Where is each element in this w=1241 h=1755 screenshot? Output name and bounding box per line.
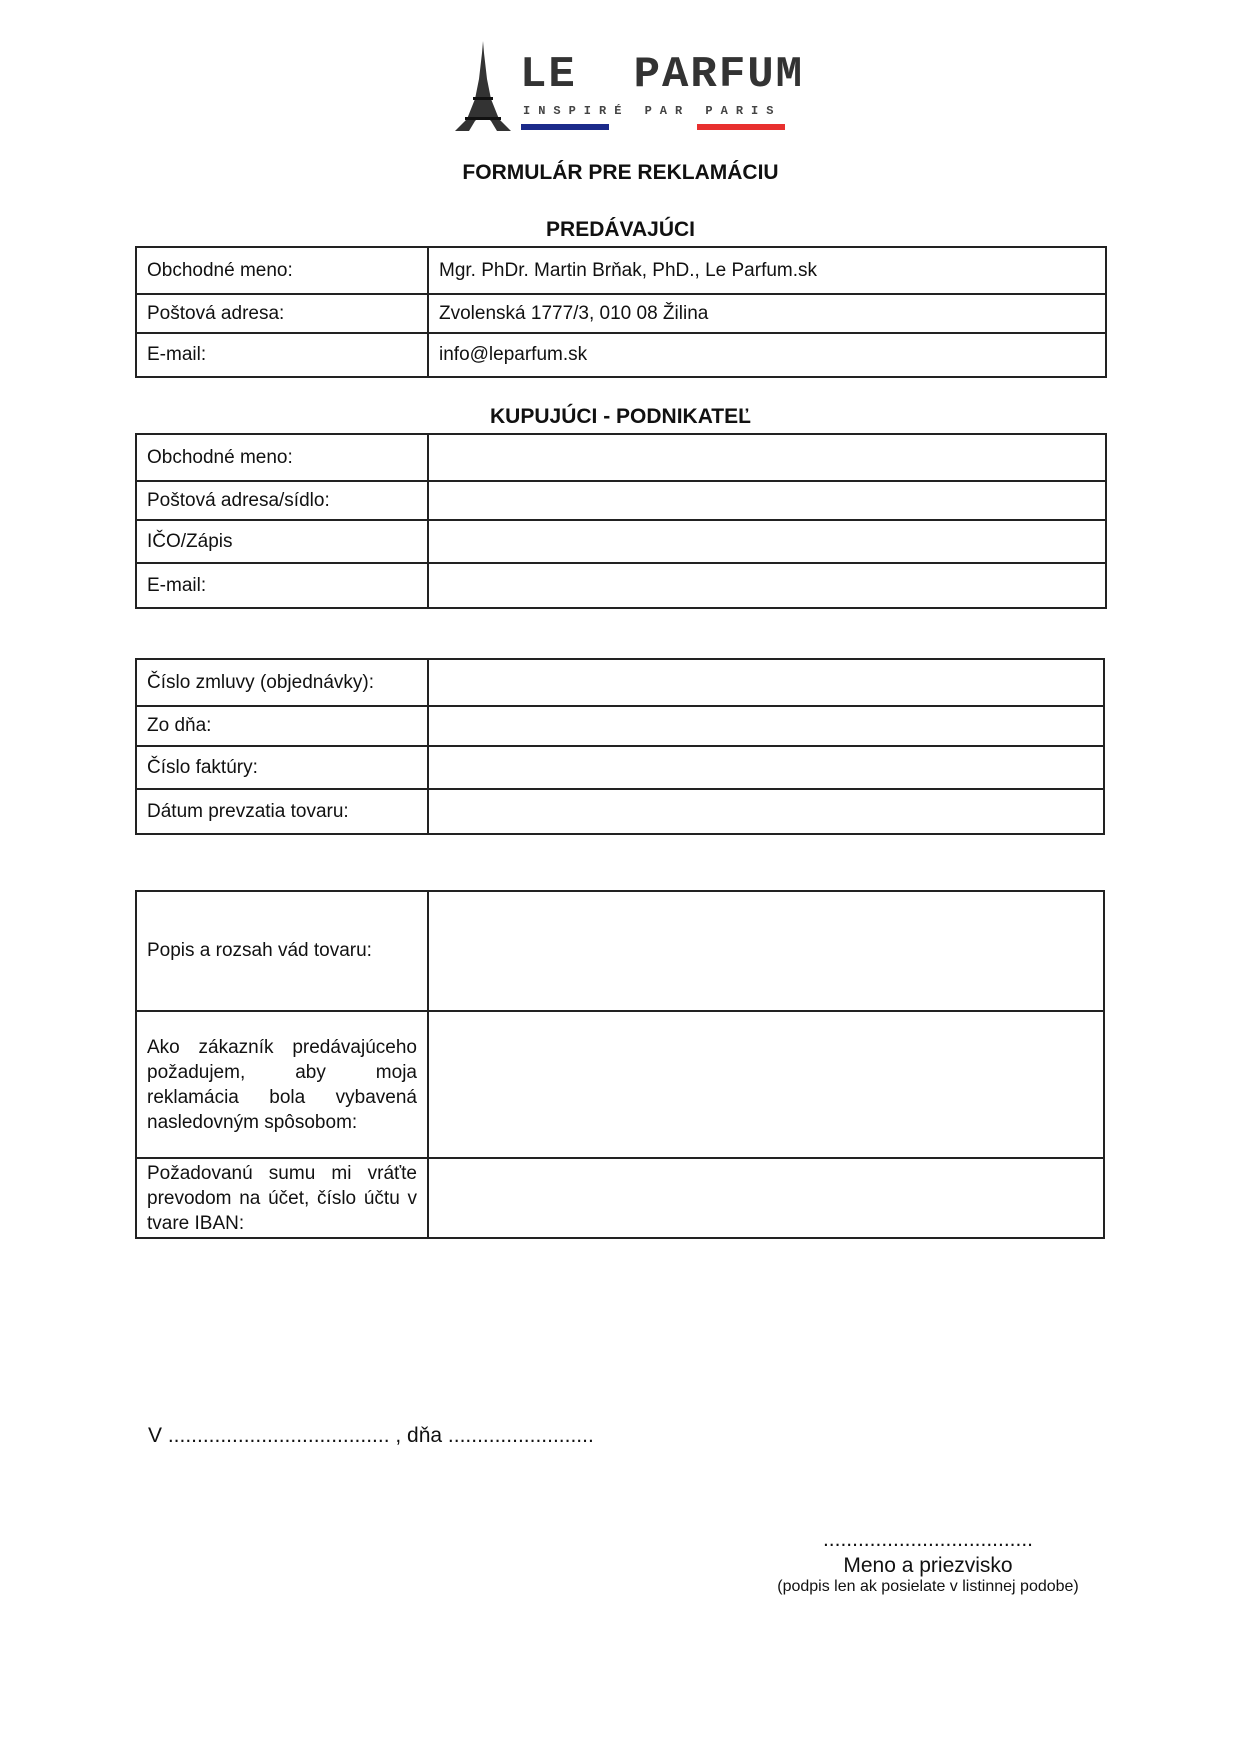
brand-tagline: INSPIRÉ PAR PARIS bbox=[523, 104, 782, 118]
resolution-method-field[interactable] bbox=[428, 1011, 1104, 1158]
brand-name: LE PARFUM bbox=[520, 50, 805, 100]
signature-name-label: Meno a priezvisko bbox=[843, 1554, 1013, 1577]
order-label: Číslo faktúry: bbox=[136, 746, 428, 789]
seller-value: Zvolenská 1777/3, 010 08 Žilina bbox=[428, 294, 1106, 333]
order-label: Zo dňa: bbox=[136, 706, 428, 746]
buyer-label: Obchodné meno: bbox=[136, 434, 428, 481]
seller-label: Obchodné meno: bbox=[136, 247, 428, 294]
buyer-address-field[interactable] bbox=[428, 481, 1106, 520]
buyer-ico-field[interactable] bbox=[428, 520, 1106, 563]
defect-description-field[interactable] bbox=[428, 891, 1104, 1011]
signature-note: (podpis len ak posielate v listinnej podobe) bbox=[777, 1578, 1079, 1595]
order-date-field[interactable] bbox=[428, 706, 1104, 746]
seller-table bbox=[135, 246, 1107, 378]
signature-dots[interactable]: .................................... bbox=[822, 1528, 1034, 1551]
buyer-email-field[interactable] bbox=[428, 563, 1106, 608]
iban-field[interactable] bbox=[428, 1158, 1104, 1238]
buyer-heading: KUPUJÚCI - PODNIKATEĽ bbox=[490, 405, 751, 428]
flag-bar-blue bbox=[521, 124, 609, 130]
seller-heading: PREDÁVAJÚCI bbox=[546, 218, 695, 241]
buyer-name-field[interactable] bbox=[428, 434, 1106, 481]
complaint-table bbox=[135, 890, 1105, 1239]
form-title: FORMULÁR PRE REKLAMÁCIU bbox=[462, 161, 779, 184]
order-table bbox=[135, 658, 1105, 835]
buyer-label: Poštová adresa/sídlo: bbox=[136, 481, 428, 520]
order-label: Dátum prevzatia tovaru: bbox=[136, 789, 428, 834]
buyer-label: E-mail: bbox=[136, 563, 428, 608]
invoice-number-field[interactable] bbox=[428, 746, 1104, 789]
complaint-label: Požadovanú sumu mi vráťte prevodom na účet, číslo účtu v tvare IBAN: bbox=[136, 1158, 428, 1238]
signature-block bbox=[700, 1528, 1156, 1596]
seller-label: Poštová adresa: bbox=[136, 294, 428, 333]
complaint-label: Ako zákazník predávajúceho požadujem, aby moja reklamácia bola vybavená nasledovným spôsobom: bbox=[136, 1011, 428, 1158]
seller-value: Mgr. PhDr. Martin Brňak, PhD., Le Parfum.sk bbox=[428, 247, 1106, 294]
seller-label: E-mail: bbox=[136, 333, 428, 377]
order-label: Číslo zmluvy (objednávky): bbox=[136, 659, 428, 706]
buyer-label: IČO/Zápis bbox=[136, 520, 428, 563]
flag-bar-red bbox=[697, 124, 785, 130]
buyer-table bbox=[135, 433, 1107, 609]
seller-value: info@leparfum.sk bbox=[428, 333, 1106, 377]
place-date-line[interactable]: V ...................................... , dňa ......................... bbox=[148, 1424, 594, 1447]
complaint-label: Popis a rozsah vád tovaru: bbox=[136, 891, 428, 1011]
order-number-field[interactable] bbox=[428, 659, 1104, 706]
receipt-date-field[interactable] bbox=[428, 789, 1104, 834]
eiffel-tower-icon bbox=[453, 39, 513, 134]
